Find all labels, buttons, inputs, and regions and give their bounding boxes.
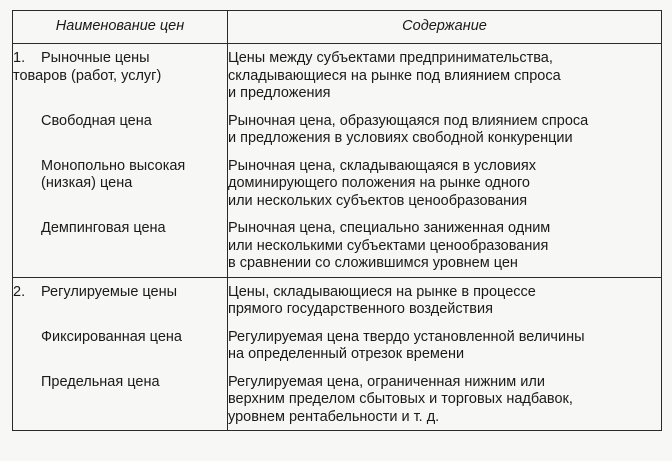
content-line: и предложения [228,85,331,101]
table-row [13,214,662,277]
price-name-line: Демпинговая цена [41,220,166,236]
content-line: на определенный отрезок времени [228,346,465,362]
content-line: Рыночная цена, специально заниженная одним [228,220,551,236]
price-content-cell [228,368,662,431]
price-name-line: Фиксированная цена [41,328,182,345]
price-content-cell [228,107,662,152]
price-name-line: товаров (работ, услуг) [13,67,162,84]
content-line: Цены, складывающиеся на рынке в процессе [228,283,536,300]
content-line: прямого государственного воздействия [228,301,493,317]
content-line: и предложения в условиях свободной конкуренции [228,130,573,146]
group-number: 2. [13,283,26,300]
table-header-row [13,11,662,44]
price-name-cell [13,323,228,368]
price-types-table [12,10,662,431]
content-line: Цены между субъектами предпринимательства, [228,50,553,66]
price-name-cell [13,152,228,215]
price-name-line: Рыночные цены [41,50,150,66]
price-name-line: Свободная цена [41,112,152,129]
content-line: доминирующего положения на рынке одного [228,175,531,191]
price-name-cell [13,368,228,431]
group-number: 1. [13,50,26,66]
price-name-cell [13,44,228,107]
table-row [13,44,662,107]
content-line: верхним пределом сбытовых и торговых надбавок, [228,391,573,407]
content-line: складывающиеся на рынке под влиянием спроса [228,67,561,84]
price-name-cell [13,277,228,323]
table-row [13,368,662,431]
header-content: Содержание [228,11,662,44]
price-name-line: Регулируемые цены [41,283,178,300]
content-line: в сравнении со сложившимся уровнем цен [228,255,518,271]
content-line: Рыночная цена, складывающаяся в условиях [228,157,536,174]
table-row [13,107,662,152]
price-name-cell [13,107,228,152]
content-line: Регулируемая цена, ограниченная нижним или [228,373,545,390]
price-name-cell [13,214,228,277]
price-content-cell [228,214,662,277]
content-line: Рыночная цена, образующаяся под влиянием спроса [228,112,589,129]
header-price-name: Наименование цен [13,11,228,44]
price-content-cell [228,277,662,323]
price-content-cell [228,152,662,215]
content-line: или несколькими субъектами ценообразования [228,237,549,254]
content-line: уровнем рентабельности и т. д. [228,408,440,425]
price-content-cell [228,323,662,368]
content-line: или нескольких субъектов ценообразования [228,192,528,209]
content-line: Регулируемая цена твердо установленной величины [228,328,585,345]
price-content-cell [228,44,662,107]
price-name-line: Предельная цена [41,373,160,390]
price-name-line: (низкая) цена [41,175,133,191]
table-row [13,323,662,368]
price-name-line: Монопольно высокая [41,157,186,174]
table-row [13,277,662,323]
table-row [13,152,662,215]
